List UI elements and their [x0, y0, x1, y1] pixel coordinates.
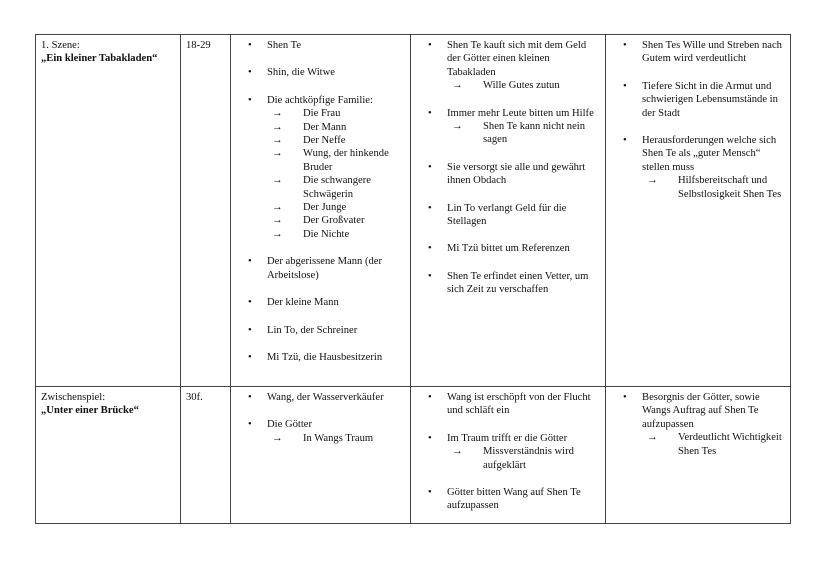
sub-list: [447, 79, 600, 92]
list-item: [416, 107, 600, 147]
scene-table: [35, 34, 791, 524]
list-item-text: Die Götter: [267, 419, 313, 431]
list-item: [236, 39, 405, 52]
list-item: [236, 351, 405, 364]
list-item: [236, 296, 405, 309]
sub-list-item: [267, 174, 405, 201]
list-item-text: Wang ist erschöpft von der Flucht und schläft ein: [447, 392, 591, 417]
sub-list-item-text: Wille Gutes zutun: [483, 80, 560, 92]
bullet-list: [611, 391, 785, 458]
scene-title: „Ein kleiner Tabakladen“: [41, 53, 158, 65]
sub-list-item: [447, 120, 600, 147]
table-row: [36, 387, 791, 524]
arrow-right-icon: →: [452, 80, 463, 92]
sub-list-item: [267, 134, 405, 147]
list-item: [611, 39, 785, 66]
sub-list-item: [267, 228, 405, 241]
scene-label: Zwischenspiel:: [41, 392, 106, 403]
list-item-text: Immer mehr Leute bitten um Hilfe: [447, 107, 594, 119]
list-item: [416, 202, 600, 229]
sub-list-item-text: Wung, der hinkende Bruder: [303, 148, 389, 173]
list-item-text: Shen Te kauft sich mit dem Geld der Götter einen kleinen Tabakladen: [447, 40, 587, 78]
sub-list-item: [267, 214, 405, 227]
sub-list: [447, 445, 600, 472]
arrow-right-icon: →: [452, 446, 463, 458]
list-item-text: Im Traum trifft er die Götter: [447, 432, 568, 444]
sub-list-item-text: Der Großvater: [303, 215, 365, 227]
sub-list-item-text: Der Junge: [303, 202, 347, 214]
list-item: [236, 391, 405, 404]
sub-list-item-text: In Wangs Traum: [303, 432, 374, 444]
sub-list-item: [267, 201, 405, 214]
sub-list: [267, 107, 405, 241]
arrow-right-icon: →: [272, 175, 283, 187]
scene-label: 1. Szene:: [41, 40, 80, 51]
bullet-list: [236, 39, 405, 364]
sub-list: [642, 431, 785, 458]
sub-list-item-text: Shen Te kann nicht nein sagen: [483, 121, 586, 146]
scene-title: „Unter einer Brücke“: [41, 405, 139, 417]
arrow-right-icon: →: [272, 432, 283, 444]
list-item: [611, 80, 785, 120]
list-item-text: Herausforderungen welche sich Shen Te als „guter Mensch“ stellen muss: [642, 135, 777, 173]
sub-list-item: [447, 445, 600, 472]
scene-cell: [36, 387, 181, 524]
page-range: 30f.: [186, 392, 203, 403]
arrow-right-icon: →: [647, 175, 658, 187]
sub-list-item-text: Der Neffe: [303, 135, 346, 147]
list-item: [416, 39, 600, 93]
sub-list-item: [642, 431, 785, 458]
list-item-text: Wang, der Wasserverkäufer: [267, 392, 384, 403]
sub-list-item-text: Der Mann: [303, 121, 347, 133]
sub-list: [447, 120, 600, 147]
list-item: [416, 486, 600, 513]
characters-cell: [231, 35, 411, 387]
list-item-text: Lin To verlangt Geld für die Stellagen: [447, 202, 567, 228]
sub-list-item-text: Hilfsbereitschaft und Selbstlosigkeit Shen Tes: [678, 175, 782, 200]
sub-list-item: [447, 79, 600, 92]
sub-list-item: [267, 432, 405, 445]
list-item-text: Shen Te: [267, 40, 302, 51]
sub-list-item-text: Die Frau: [303, 108, 341, 120]
sub-list-item: [267, 107, 405, 120]
list-item: [236, 94, 405, 241]
list-item-text: Mi Tzü, die Hausbesitzerin: [267, 351, 383, 363]
bullet-list: [611, 39, 785, 201]
list-item: [236, 324, 405, 337]
list-item-text: Der kleine Mann: [267, 297, 339, 309]
bullet-list: [416, 39, 600, 297]
arrow-right-icon: →: [272, 148, 283, 160]
list-item: [236, 66, 405, 79]
list-item-text: Der abgerissene Mann (der Arbeitslose): [267, 256, 383, 281]
arrow-right-icon: →: [272, 135, 283, 147]
list-item: [611, 391, 785, 458]
pages-cell: [181, 387, 231, 524]
list-item: [416, 161, 600, 188]
list-item-text: Die achtköpfige Familie:: [267, 94, 373, 106]
characters-cell: [231, 387, 411, 524]
arrow-right-icon: →: [272, 108, 283, 120]
list-item-text: Mi Tzü bittet um Referenzen: [447, 243, 570, 255]
list-item: [611, 134, 785, 201]
list-item-text: Besorgnis der Götter, sowie Wangs Auftrag auf Shen Te aufzupassen: [642, 392, 760, 430]
list-item-text: Sie versorgt sie alle und gewährt ihnen Obdach: [447, 161, 586, 187]
list-item: [416, 242, 600, 255]
scene-cell: [36, 35, 181, 387]
list-item-text: Shen Te erfindet einen Vetter, um sich Zeit zu verschaffen: [447, 270, 589, 296]
list-item: [416, 270, 600, 297]
sub-list-item-text: Verdeutlicht Wichtigkeit Shen Tes: [678, 432, 782, 457]
meaning-cell: [606, 387, 791, 524]
arrow-right-icon: →: [272, 121, 283, 133]
table-row: [36, 35, 791, 387]
arrow-right-icon: →: [272, 228, 283, 240]
list-item: [416, 432, 600, 472]
pages-cell: [181, 35, 231, 387]
list-item-text: Shin, die Witwe: [267, 67, 335, 79]
bullet-list: [236, 391, 405, 445]
sub-list: [642, 174, 785, 201]
arrow-right-icon: →: [272, 215, 283, 227]
arrow-right-icon: →: [272, 202, 283, 214]
arrow-right-icon: →: [452, 121, 463, 133]
content-cell: [411, 35, 606, 387]
list-item-text: Tiefere Sicht in die Armut und schwierigen Lebensumstände in der Stadt: [642, 80, 778, 119]
list-item-text: Götter bitten Wang auf Shen Te aufzupassen: [447, 487, 581, 512]
list-item: [236, 418, 405, 445]
sub-list-item-text: Die schwangere Schwägerin: [303, 175, 371, 200]
sub-list-item-text: Missverständnis wird aufgeklärt: [483, 446, 574, 471]
bullet-list: [416, 391, 600, 513]
content-cell: [411, 387, 606, 524]
page-range: 18-29: [186, 40, 211, 51]
sub-list-item: [267, 121, 405, 134]
meaning-cell: [606, 35, 791, 387]
arrow-right-icon: →: [647, 432, 658, 444]
sub-list: [267, 432, 405, 445]
list-item: [236, 255, 405, 282]
sub-list-item: [642, 174, 785, 201]
list-item: [416, 391, 600, 418]
list-item-text: Lin To, der Schreiner: [267, 324, 358, 336]
sub-list-item-text: Die Nichte: [303, 228, 350, 240]
sub-list-item: [267, 147, 405, 174]
list-item-text: Shen Tes Wille und Streben nach Gutem wird verdeutlicht: [642, 40, 782, 65]
